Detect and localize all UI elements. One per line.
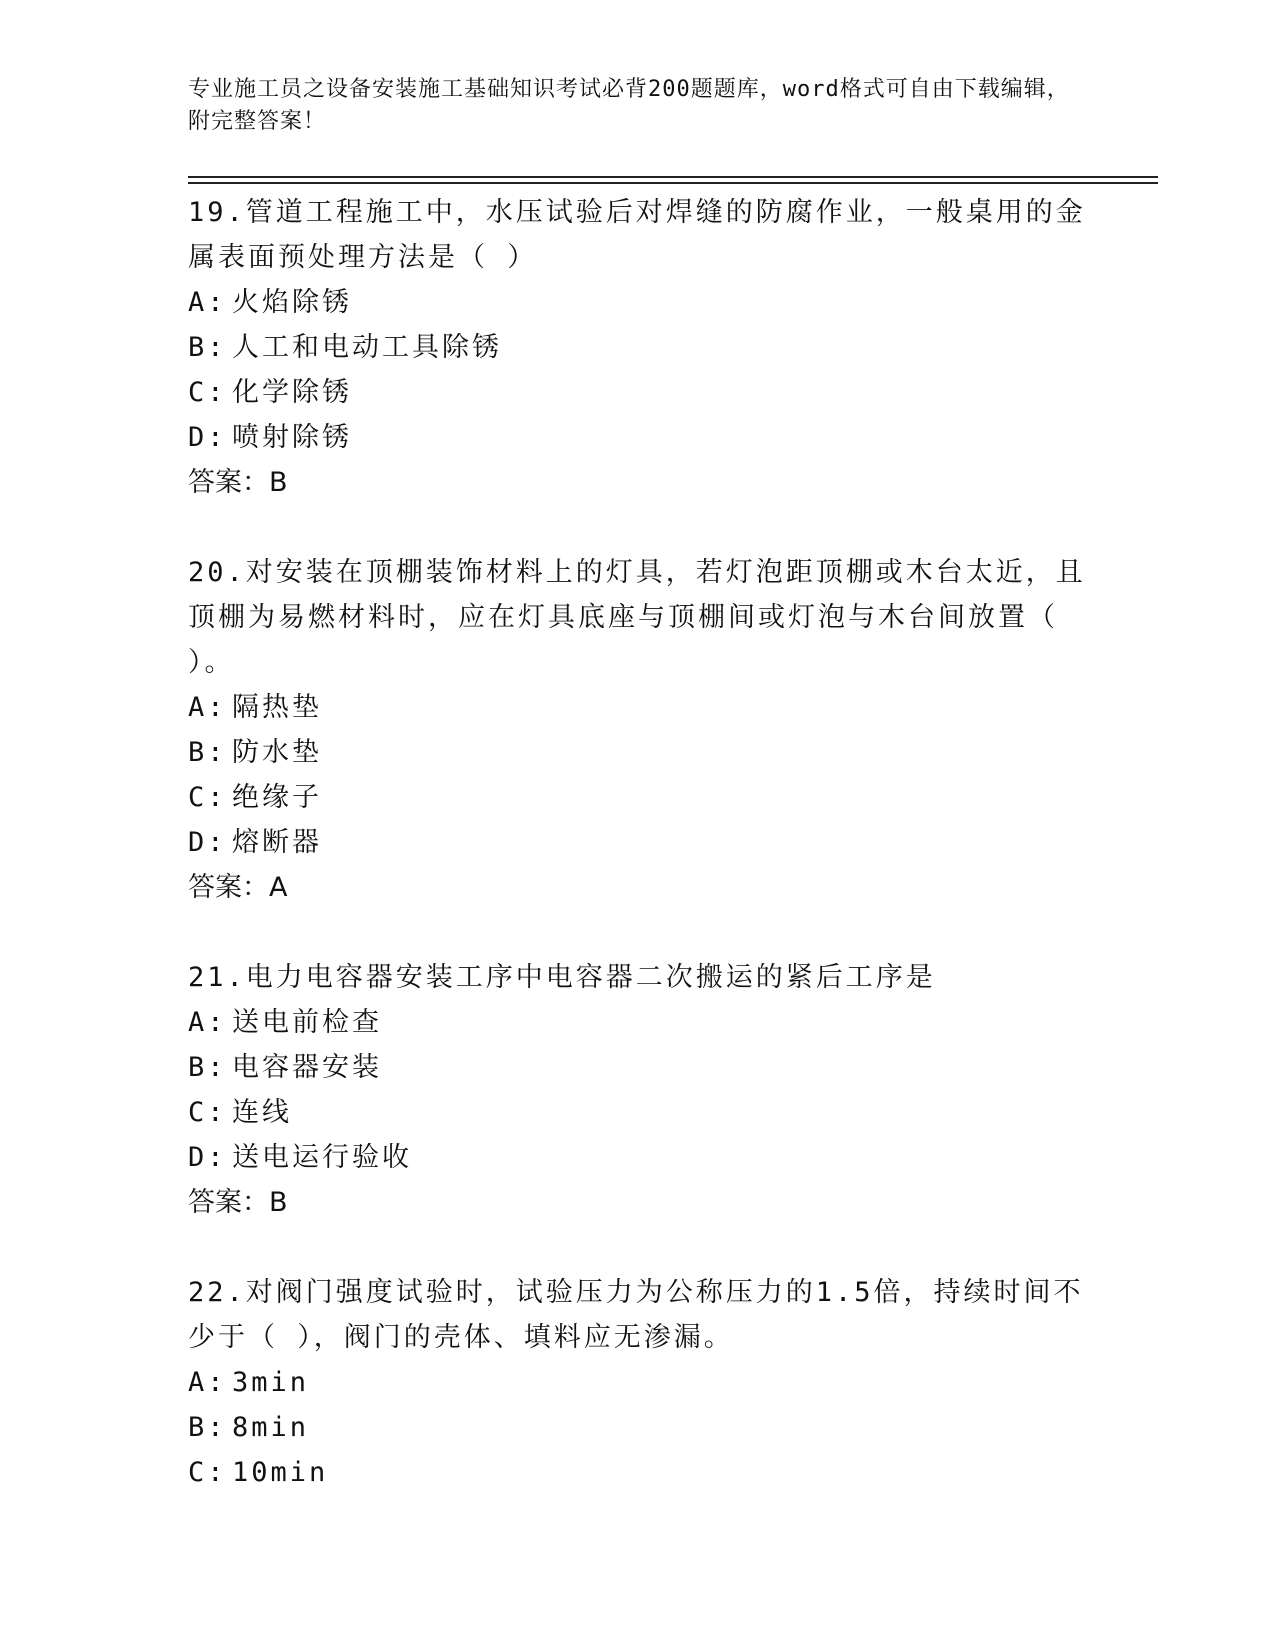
question-stem: 21.电力电容器安装工序中电容器二次搬运的紧后工序是 — [188, 962, 936, 993]
option-b — [188, 325, 1088, 370]
option-d — [188, 820, 1088, 865]
header-divider-bottom — [188, 182, 1158, 184]
question-stem: 19.管道工程施工中，水压试验后对焊缝的防腐作业，一般桌用的金属表面预处理方法是（ ） — [188, 197, 1086, 273]
option-c — [188, 775, 1088, 820]
option-text: 3min — [232, 1367, 310, 1398]
option-a — [188, 685, 1088, 730]
option-text: 送电前检查 — [232, 1007, 382, 1038]
question-19 — [188, 190, 1088, 505]
document-title: 专业施工员之设备安装施工基础知识考试必背200题题库，word格式可自由下载编辑，附完整答案！ — [188, 77, 1070, 134]
option-key: B: — [188, 1052, 227, 1083]
option-text: 隔热垫 — [232, 692, 322, 723]
option-key: A: — [188, 1367, 227, 1398]
question-21 — [188, 955, 1088, 1225]
option-text: 人工和电动工具除锈 — [232, 332, 502, 363]
option-key: A: — [188, 692, 227, 723]
option-key: A: — [188, 1007, 227, 1038]
option-a — [188, 280, 1088, 325]
option-key: C: — [188, 1457, 227, 1488]
option-text: 连线 — [232, 1097, 292, 1128]
header-divider-top — [188, 176, 1158, 178]
option-text: 熔断器 — [232, 827, 322, 858]
option-b — [188, 1045, 1088, 1090]
option-c — [188, 370, 1088, 415]
option-text: 化学除锈 — [232, 377, 352, 408]
question-stem: 22.对阀门强度试验时，试验压力为公称压力的1.5倍，持续时间不少于（ ），阀门的壳体、填料应无渗漏。 — [188, 1277, 1084, 1353]
question-stem: 20.对安装在顶棚装饰材料上的灯具，若灯泡距顶棚或木台太近，且顶棚为易燃材料时，应在灯具底座与顶棚间或灯泡与木台间放置（ ）。 — [188, 557, 1086, 678]
answer-line: 答案：B — [188, 467, 288, 498]
option-key: B: — [188, 1412, 227, 1443]
option-a — [188, 1360, 1088, 1405]
question-22 — [188, 1270, 1088, 1495]
option-key: D: — [188, 827, 227, 858]
option-b — [188, 1405, 1088, 1450]
option-a — [188, 1000, 1088, 1045]
option-text: 防水垫 — [232, 737, 322, 768]
option-key: C: — [188, 1097, 227, 1128]
answer-line: 答案：B — [188, 1187, 288, 1218]
option-c — [188, 1450, 1088, 1495]
option-d — [188, 1135, 1088, 1180]
option-text: 火焰除锈 — [232, 287, 352, 318]
option-key: D: — [188, 1142, 227, 1173]
option-text: 8min — [232, 1412, 310, 1443]
option-c — [188, 1090, 1088, 1135]
option-text: 电容器安装 — [232, 1052, 382, 1083]
option-key: B: — [188, 332, 227, 363]
option-key: C: — [188, 377, 227, 408]
question-list — [188, 190, 1088, 1540]
option-b — [188, 730, 1088, 775]
option-d — [188, 415, 1088, 460]
option-text: 10min — [232, 1457, 329, 1488]
option-key: C: — [188, 782, 227, 813]
option-text: 绝缘子 — [232, 782, 322, 813]
option-key: D: — [188, 422, 227, 453]
answer-line: 答案：A — [188, 872, 288, 903]
option-key: A: — [188, 287, 227, 318]
option-text: 送电运行验收 — [232, 1142, 412, 1173]
option-key: B: — [188, 737, 227, 768]
option-text: 喷射除锈 — [232, 422, 352, 453]
question-20 — [188, 550, 1088, 910]
